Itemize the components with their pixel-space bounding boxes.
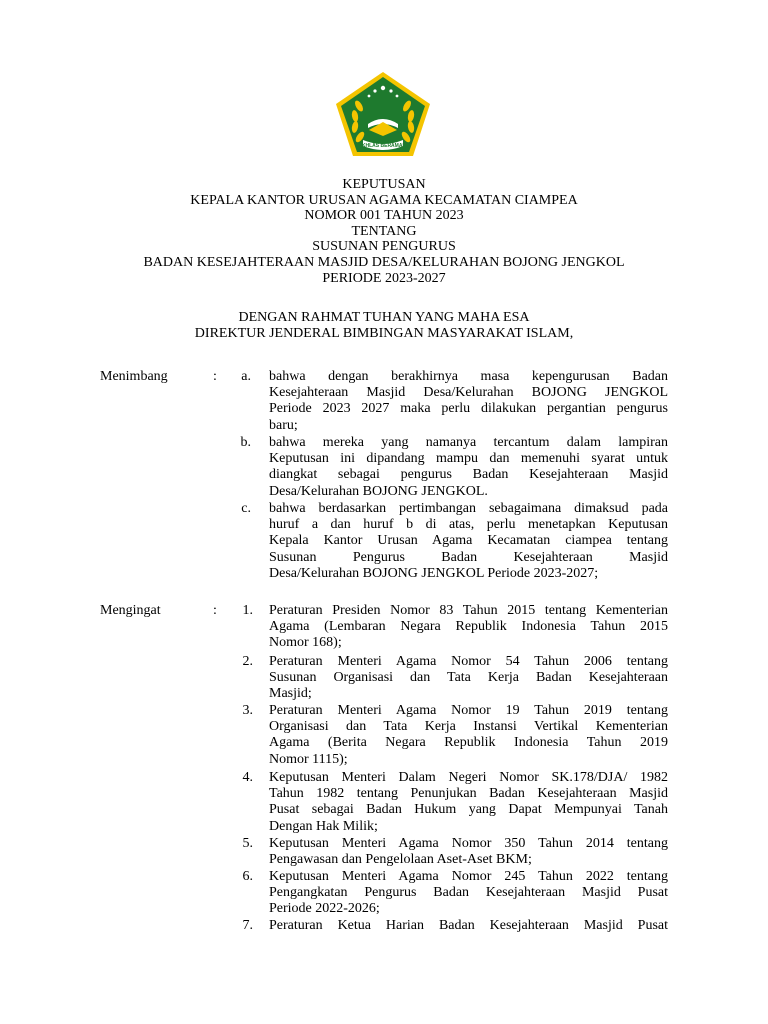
text-line: Kesejahteraan Masjid Desa/Kelurahan BOJONG JENGKOL	[269, 385, 668, 401]
mengingat-colon: :	[213, 603, 217, 618]
mengingat-item-text	[269, 869, 668, 918]
text-line: Agama (Lembaran Negara Republik Indonesia Tahun 2015	[269, 619, 668, 635]
menimbang-item-marker: b.	[240, 435, 251, 450]
menimbang-item-marker: a.	[241, 369, 251, 384]
header-line: BADAN KESEJAHTERAAN MASJID DESA/KELURAHAN BOJONG JENGKOL	[143, 254, 625, 270]
subtitle-line: DENGAN RAHMAT TUHAN YANG MAHA ESA	[238, 310, 530, 325]
text-line: Keputusan ini dipandang mampu dan memenuhi syarat untuk	[269, 451, 668, 467]
mengingat-item-marker: 7.	[242, 918, 253, 933]
decree-subtitle	[0, 310, 768, 341]
text-line: diangkat sebagai pengurus Badan Kesejahteraan Masjid	[269, 467, 668, 483]
text-line: Agama (Berita Negara Republik Indonesia Tahun 2019	[269, 735, 668, 751]
text-line: Pengawasan dan Pengelolaan Aset-Aset BKM;	[269, 852, 532, 868]
text-line: Peraturan Menteri Agama Nomor 19 Tahun 2019 tentang	[269, 703, 668, 718]
text-line: bahwa mereka yang namanya tercantum dalam lampiran	[269, 435, 668, 450]
text-line: Susunan Organisasi dan Tata Kerja Badan Kesejahteraan	[269, 670, 668, 686]
menimbang-label: Menimbang	[100, 369, 168, 384]
text-line: Keputusan Menteri Agama Nomor 350 Tahun 2014 tentang	[269, 836, 668, 851]
text-line: huruf a dan huruf b di atas, perlu menetapkan Keputusan	[269, 517, 668, 533]
mengingat-item-text	[269, 654, 668, 703]
text-line: Nomor 168);	[269, 635, 342, 651]
text-line: Desa/Kelurahan BOJONG JENGKOL Periode 2023-2027;	[269, 565, 599, 581]
menimbang-colon: :	[213, 369, 217, 384]
text-line: Tahun 1982 tentang Penunjukan Badan Kesejahteraan Masjid	[269, 786, 668, 802]
text-line: baru;	[269, 417, 298, 433]
menimbang-item-text	[269, 501, 668, 582]
text-line: Pusat sebagai Badan Hukum yang Dapat Mempunyai Tanah	[269, 802, 668, 818]
text-line: Masjid;	[269, 686, 312, 702]
text-line: Periode 2023 2027 maka perlu dilakukan pergantian pengurus	[269, 401, 668, 417]
header-line: KEPUTUSAN	[342, 177, 426, 192]
mengingat-item-text	[269, 836, 668, 868]
decree-header	[0, 177, 768, 286]
text-line: Kepala Kantor Urusan Agama Kecamatan ciampea tentang	[269, 533, 668, 549]
mengingat-item-marker: 6.	[242, 869, 253, 884]
text-line: Pengangkatan Pengurus Badan Kesejahteraan Masjid Pusat	[269, 885, 668, 901]
header-line: KEPALA KANTOR URUSAN AGAMA KECAMATAN CIAMPEA	[190, 192, 578, 208]
mengingat-item-text	[269, 703, 668, 768]
text-line: Susunan Pengurus Badan Kesejahteraan Masjid	[269, 549, 668, 565]
text-line: Dengan Hak Milik;	[269, 818, 378, 834]
text-line: Keputusan Menteri Agama Nomor 245 Tahun 2022 tentang	[269, 869, 668, 884]
text-line: bahwa dengan berakhirnya masa kepengurusan Badan	[269, 369, 668, 384]
mengingat-item-text	[269, 603, 668, 652]
emblem-ribbon-text: IKHLAS BERAMAL	[360, 143, 406, 149]
text-line: Peraturan Presiden Nomor 83 Tahun 2015 tentang Kementerian	[269, 603, 668, 618]
menimbang-item-text	[269, 435, 668, 500]
text-line: Peraturan Menteri Agama Nomor 54 Tahun 2006 tentang	[269, 654, 668, 669]
mengingat-label: Mengingat	[100, 603, 161, 618]
header-line: NOMOR 001 TAHUN 2023	[304, 208, 464, 224]
mengingat-item-marker: 5.	[242, 836, 253, 851]
text-line: bahwa berdasarkan pertimbangan sebagaimana dimaksud pada	[269, 501, 668, 516]
mengingat-item-text	[269, 770, 668, 835]
text-line: Organisasi dan Tata Kerja Instansi Vertikal Kementerian	[269, 719, 668, 735]
subtitle-line: DIREKTUR JENDERAL BIMBINGAN MASYARAKAT ISLAM,	[194, 325, 574, 341]
text-line: Peraturan Ketua Harian Badan Kesejahteraan Masjid Pusat	[269, 918, 668, 933]
kemenag-emblem-logo	[333, 70, 433, 158]
mengingat-item-marker: 2.	[242, 654, 253, 669]
text-line: Desa/Kelurahan BOJONG JENGKOL.	[269, 483, 488, 499]
text-line: Keputusan Menteri Dalam Negeri Nomor SK.178/DJA/ 1982	[269, 770, 668, 785]
header-line: SUSUNAN PENGURUS	[312, 239, 456, 255]
text-line: Periode 2022-2026;	[269, 901, 380, 917]
header-line: PERIODE 2023-2027	[322, 270, 446, 286]
mengingat-item-marker: 1.	[242, 603, 253, 618]
mengingat-item-text	[269, 918, 668, 934]
menimbang-item-text	[269, 369, 668, 434]
mengingat-item-marker: 4.	[242, 770, 253, 785]
menimbang-item-marker: c.	[241, 501, 251, 516]
text-line: Nomor 1115);	[269, 751, 348, 767]
header-line: TENTANG	[351, 223, 417, 239]
mengingat-item-marker: 3.	[242, 703, 253, 718]
